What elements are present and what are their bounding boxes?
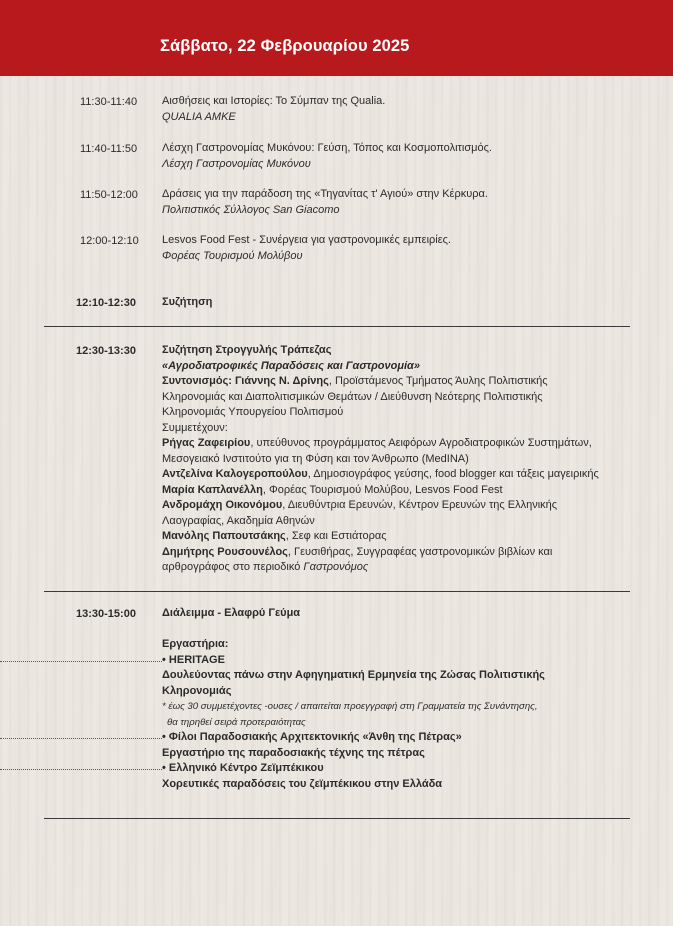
participant-role: , Δημοσιογράφος γεύσης, food blogger και τάξεις μαγειρικής [307,468,599,480]
roundtable-subtitle: «Αγροδιατροφικές Παραδόσεις και Γαστρονομία» [162,359,420,372]
break-time: 13:30-15:00 [76,608,136,620]
session-speaker: Πολιτιστικός Σύλλογος San Giacomo [162,203,340,216]
workshop-desc: Δουλεύοντας πάνω στην Αφηγηματική Ερμηνεία της Ζώσας Πολιτιστικής [162,669,545,681]
registration-note: θα τηρηθεί σειρά προτεραιότητας [167,716,306,728]
participant-name: Αντζελίνα Καλογεροπούλου [162,468,308,480]
discussion-time: 12:10-12:30 [76,297,136,309]
participant-role-text: αρθρογράφος στο περιοδικό [162,561,304,573]
moderator-name: Γιάννης Ν. Δρίνης [235,375,329,387]
participant [162,467,632,483]
session-speaker: Φορέας Τουρισμού Μολύβου [162,249,303,262]
participant [162,498,632,514]
participant-role: , Φορέας Τουρισμού Μολύβου, Lesvos Food Fest [262,483,503,496]
workshop-desc: Εργαστήριο της παραδοσιακής τέχνης της πέτρας [162,746,425,759]
workshop-name: • HERITAGE [162,653,225,666]
participant-name: Μανόλης Παπουτσάκης [162,530,286,542]
moderator-role: , Προϊστάμενος Τμήματος Άυλης Πολιτιστικής [328,375,548,387]
moderator-line [162,374,632,390]
moderator-role-cont: Κληρονομιάς Υπουργείου Πολιτισμού [162,406,344,418]
session-speaker: Λέσχη Γαστρονομίας Μυκόνου [162,157,311,170]
participant [162,545,632,561]
participant-name: Μαρία Καπλανέλλη [162,483,263,496]
session-title: Lesvos Food Fest - Συνέργεια για γαστρονομικές εμπειρίες. [162,234,451,246]
session-time: 11:50-12:00 [80,189,138,201]
workshop-name: • Ελληνικό Κέντρο Ζεϊμπέκικου [162,762,324,774]
moderator-role-cont: Κληρονομιάς και Διαπολιτισμικών Θεμάτων / Διεύθυνση Νεότερης Πολιτιστικής [162,390,543,403]
participant-role-cont: Μεσογειακό Ινστιτούτο για τη Φύση και τον Άνθρωπο (MedINA) [162,452,469,465]
page-title: Σάββατο, 22 Φεβρουαρίου 2025 [160,37,410,55]
workshop-desc: Κληρονομιάς [162,684,232,697]
discussion-label: Συζήτηση [162,296,213,308]
participant-name: Ρήγας Ζαφειρίου [162,437,251,449]
participant [162,483,632,499]
header-banner [0,0,673,76]
divider [44,591,630,592]
participant [162,529,632,545]
divider [44,326,630,327]
session-time: 11:40-11:50 [80,143,138,155]
workshop-name: • Φίλοι Παραδοσιακής Αρχιτεκτονικής «Άνθη της Πέτρας» [162,731,462,743]
roundtable-section [162,343,632,576]
workshops-label: Εργαστήρια: [162,638,229,650]
session-title: Λέσχη Γαστρονομίας Μυκόνου: Γεύση, Τόπος και Κοσμοπολιτισμός. [162,142,492,154]
session-speaker: QUALIA AMKE [162,110,236,123]
participant [162,436,632,452]
workshop-desc: Χορευτικές παραδόσεις του ζεϊμπέκικου στην Ελλάδα [162,777,443,790]
participant-role: , Σεφ και Εστιάτορας [285,530,387,542]
participants-label: Συμμετέχουν: [162,421,228,434]
registration-note: * έως 30 συμμετέχοντες -ουσες / απαιτείται προεγγραφή στη Γραμματεία της Συνάντησης, [162,701,538,712]
roundtable-title: Συζήτηση Στρογγυλής Τράπεζας [162,344,332,356]
session-title: Δράσεις για την παράδοση της «Τηγανίτας τ' Αγιού» στην Κέρκυρα. [162,188,488,200]
participant-role: , υπεύθυνος προγράμματος Αειφόρων Αγροδιατροφικών Συστημάτων, [250,437,592,449]
session-time: 11:30-11:40 [80,96,138,108]
break-label: Διάλειμμα - Ελαφρύ Γεύμα [162,607,301,619]
participant-role: , Γευσιθήρας, Συγγραφέας γαστρονομικών βιβλίων και [287,545,553,558]
participant-name: Δημήτρης Ρουσουνέλος [162,545,288,558]
dotted-leader [0,769,162,770]
magazine-name: Γαστρονόμος [303,561,369,573]
participant-name: Ανδρομάχη Οικονόμου [162,499,283,511]
dotted-leader [0,661,162,662]
break-section [162,606,632,792]
roundtable-time: 12:30-13:30 [76,345,136,357]
session-item [162,141,632,172]
participant-role-cont: Λαογραφίας, Ακαδημία Αθηνών [162,514,315,527]
divider [44,818,630,819]
session-title: Αισθήσεις και Ιστορίες: Το Σύμπαν της Qualia. [162,95,386,107]
session-time: 12:00-12:10 [80,235,139,247]
session-item [162,94,632,125]
moderator-label: Συντονισμός: [162,375,232,387]
participant-role-cont [162,560,632,576]
session-item [162,233,632,264]
session-item [162,187,632,218]
dotted-leader [0,738,162,739]
participant-role: , Διευθύντρια Ερευνών, Κέντρον Ερευνών της Ελληνικής [282,499,558,511]
